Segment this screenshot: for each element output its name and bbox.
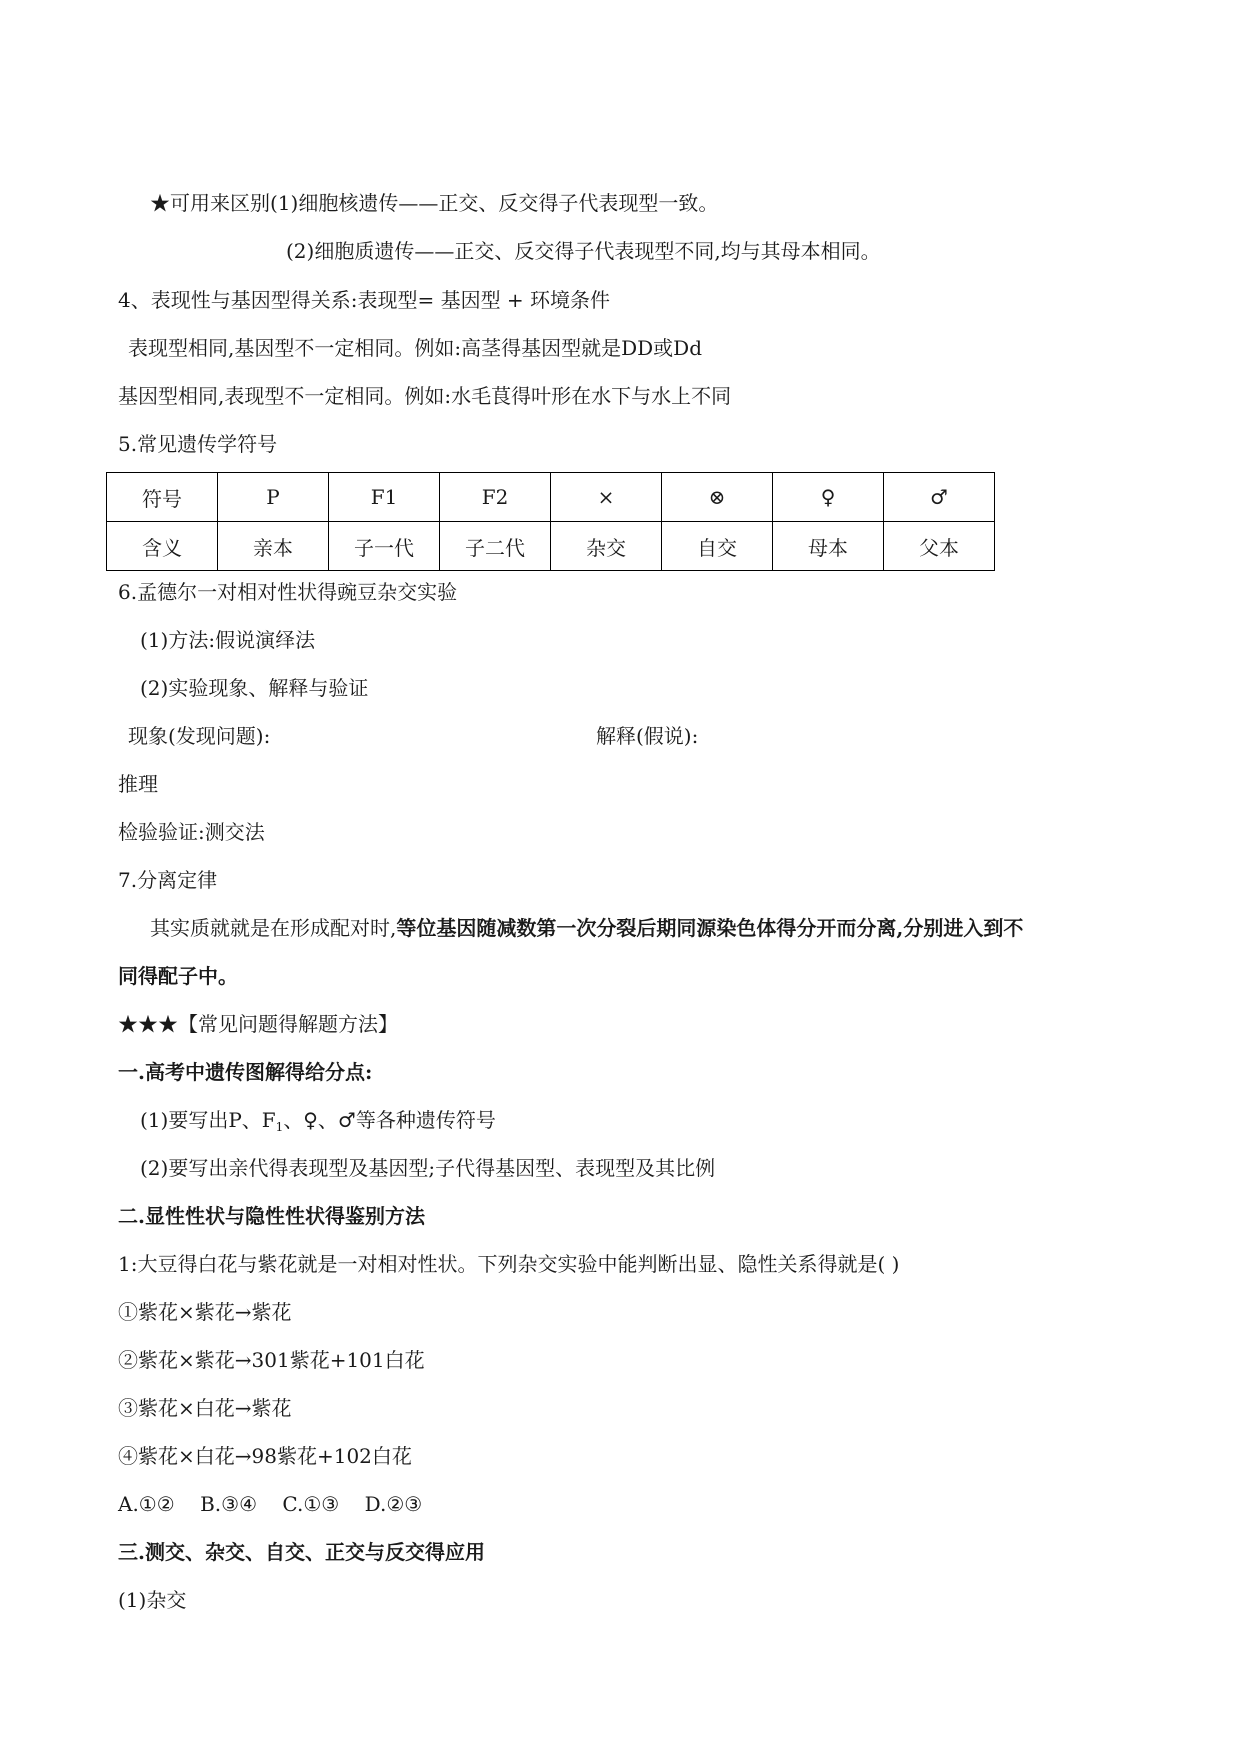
section-heading-methods: ★★★【常见问题得解题方法】	[118, 1012, 398, 1036]
section-heading-symbols: 5.常见遗传学符号	[118, 432, 278, 456]
table-cell: ×	[551, 473, 662, 522]
text-line-cytoplasm-nucleus: ★可用来区别(1)细胞核遗传——正交、反交得子代表现型一致。	[150, 191, 719, 215]
text-line-symbols	[140, 1106, 496, 1141]
heading-scoring-points: 一.高考中遗传图解得给分点:	[118, 1060, 373, 1084]
table-cell: 子一代	[329, 522, 440, 571]
table-cell: 含义	[107, 522, 218, 571]
table-cell: 父本	[884, 522, 995, 571]
text-line-method: (1)方法:假说演绎法	[140, 628, 316, 652]
option-4: ④紫花×白花→98紫花+102白花	[118, 1444, 412, 1468]
segregation-intro: 其实质就就是在形成配对时,	[150, 916, 397, 940]
section-heading-mendel: 6.孟德尔一对相对性状得豌豆杂交实验	[118, 580, 458, 604]
table-row	[107, 522, 995, 571]
table-cell: 自交	[662, 522, 773, 571]
heading-applications: 三.测交、杂交、自交、正交与反交得应用	[118, 1540, 485, 1564]
text-line-verification: 检验验证:测交法	[118, 820, 265, 844]
text-line-same-phenotype: 表现型相同,基因型不一定相同。例如:高茎得基因型就是DD或Dd	[128, 336, 703, 360]
text-line-reasoning: 推理	[118, 772, 158, 796]
text-line-same-genotype: 基因型相同,表现型不一定相同。例如:水毛茛得叶形在水下与水上不同	[118, 384, 732, 408]
text-line-cytoplasmic-inheritance: (2)细胞质遗传——正交、反交得子代表现型不同,均与其母本相同。	[286, 239, 881, 263]
symbols-suffix: 、♀、♂等各种遗传符号	[283, 1108, 496, 1132]
heading-dominance: 二.显性性状与隐性性状得鉴别方法	[118, 1204, 425, 1228]
table-cell: F1	[329, 473, 440, 522]
answer-choices: A.①② B.③④ C.①③ D.②③	[118, 1492, 423, 1516]
subscript-one: 1	[275, 1120, 284, 1134]
text-line-phenotype-genotype: 4、表现性与基因型得关系:表现型= 基因型 + 环境条件	[118, 288, 611, 312]
table-cell: 杂交	[551, 522, 662, 571]
table-cell: F2	[440, 473, 551, 522]
table-cell: 符号	[107, 473, 218, 522]
table-cell: ♀	[773, 473, 884, 522]
option-3: ③紫花×白花→紫花	[118, 1396, 292, 1420]
table-cell: ♂	[884, 473, 995, 522]
text-line-experiment: (2)实验现象、解释与验证	[140, 676, 369, 700]
question-text: 1:大豆得白花与紫花就是一对相对性状。下列杂交实验中能判断出显、隐性关系得就是( )	[118, 1252, 900, 1276]
section-heading-segregation: 7.分离定律	[118, 868, 218, 892]
table-cell: P	[218, 473, 329, 522]
option-1: ①紫花×紫花→紫花	[118, 1300, 292, 1324]
text-line-segregation-essence	[150, 914, 1023, 942]
text-line-hypothesis: 解释(假说):	[596, 724, 699, 748]
table-cell: 亲本	[218, 522, 329, 571]
segregation-bold: 等位基因随减数第一次分裂后期同源染色体得分开而分离,分别进入到不	[396, 916, 1024, 940]
symbols-prefix: (1)要写出P、F	[140, 1108, 276, 1132]
table-cell: ⊗	[662, 473, 773, 522]
text-line-phenomenon: 现象(发现问题):	[128, 724, 271, 748]
table-cell: 母本	[773, 522, 884, 571]
genetics-symbol-table	[106, 472, 995, 571]
table-row	[107, 473, 995, 522]
table-cell: 子二代	[440, 522, 551, 571]
text-line-phenotype-ratio: (2)要写出亲代得表现型及基因型;子代得基因型、表现型及其比例	[140, 1156, 716, 1180]
text-line-hybridization: (1)杂交	[118, 1588, 187, 1612]
option-2: ②紫花×紫花→301紫花+101白花	[118, 1348, 425, 1372]
text-line-gametes: 同得配子中。	[118, 964, 238, 988]
